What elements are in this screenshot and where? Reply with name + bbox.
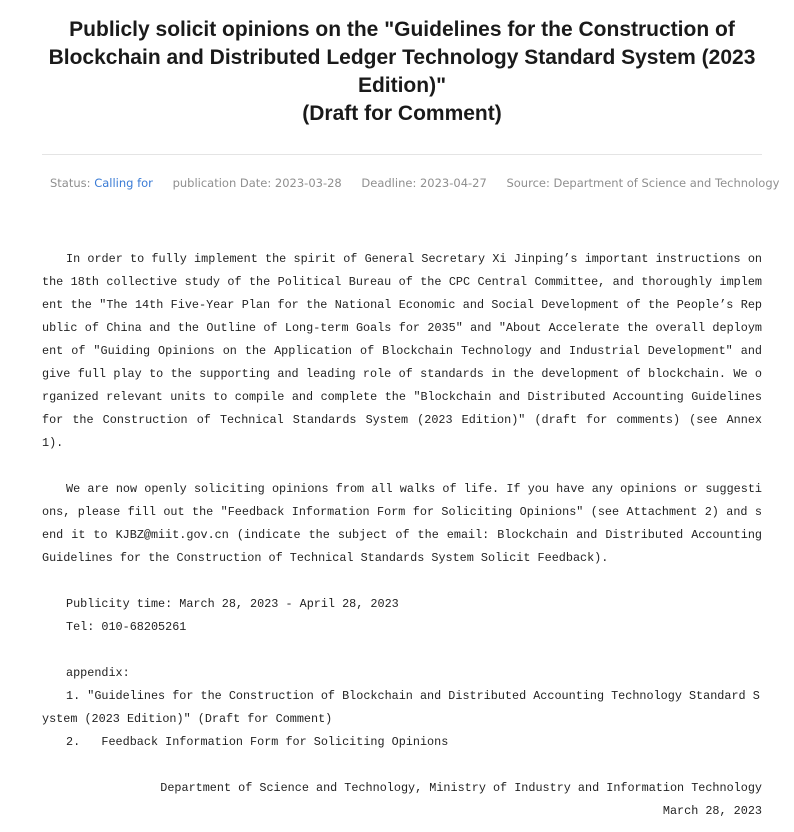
paragraph-solicitation: We are now openly soliciting opinions from all walks of life. If you have any opinions or suggestions, please fill out the "Feedback Information Form for Soliciting Opinions" (see Attachment 2) and send it to KJBZ@miit.gov.cn (indicate the subject of the email: Blockchain and Distributed Accounting Guidelines for the Construction of Technical Standards System Solicit Feedback). xyxy=(42,482,762,565)
paragraph-gap xyxy=(42,754,762,777)
paragraph-gap xyxy=(42,639,762,662)
paragraph-gap xyxy=(42,570,762,593)
publicity-time: Publicity time: March 28, 2023 - April 28, 2023 xyxy=(66,597,399,611)
page-title xyxy=(42,16,762,128)
signature-organization: Department of Science and Technology, Ministry of Industry and Information Technology xyxy=(160,781,762,795)
title-line: (Draft for Comment) xyxy=(302,102,502,125)
article-body xyxy=(42,248,762,823)
title-line: Edition)" xyxy=(357,74,447,97)
article-header xyxy=(42,0,780,191)
deadline: Deadline: 2023-04-27 xyxy=(361,176,487,190)
status-value[interactable]: Calling for xyxy=(94,176,153,190)
appendix-label: appendix: xyxy=(66,666,130,680)
paragraph-intro: In order to fully implement the spirit of General Secretary Xi Jinping’s important instructions on the 18th collective study of the Political Bureau of the CPC Central Committee, and thoroughly implement the "The 14th Five-Year Plan for the National Economic and Social Development of the People’s Republic of China and the Outline of Long-term Goals for 2035" and "About Accelerate the overall deployment of "Guiding Opinions on the Application of Blockchain Technology and Industrial Development" and give full play to the supporting and leading role of standards in the development of blockchain. We organized relevant units to compile and complete the "Blockchain and Distributed Accounting Guidelines for the Construction of Technical Standards System (2023 Edition)" (draft for comments) (see Annex 1). xyxy=(42,252,762,450)
signature-date: March 28, 2023 xyxy=(662,804,762,818)
publication-date: publication Date: 2023-03-28 xyxy=(172,176,342,190)
status-label: Status: xyxy=(50,176,91,190)
article-meta xyxy=(42,175,780,191)
telephone: Tel: 010-68205261 xyxy=(66,620,187,634)
attachment-link-1[interactable]: 1. "Guidelines for the Construction of Blockchain and Distributed Accounting Technology Standard System (2023 Edition)" (Draft for Comment) xyxy=(42,689,760,726)
title-line: Blockchain and Distributed Ledger Technology Standard System (2023 xyxy=(48,46,756,69)
title-line: Publicly solicit opinions on the "Guidelines for the Construction of xyxy=(69,18,735,41)
attachment-link-2[interactable]: 2. Feedback Information Form for Soliciting Opinions xyxy=(66,735,449,749)
header-divider xyxy=(42,154,762,155)
paragraph-gap xyxy=(42,455,762,478)
status xyxy=(50,175,153,191)
source: Source: Department of Science and Technology xyxy=(506,176,780,190)
